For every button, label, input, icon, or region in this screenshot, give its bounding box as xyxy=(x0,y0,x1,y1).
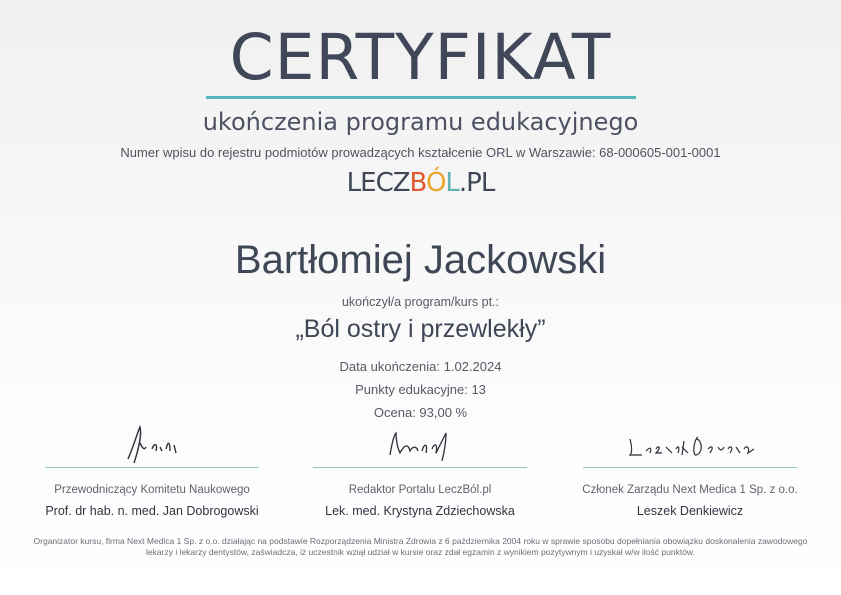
logo-part: B xyxy=(409,168,426,198)
logo-part: .PL xyxy=(458,168,495,198)
signatory-role: Przewodniczący Komitetu Naukowego xyxy=(54,484,250,496)
organizer-statement: Organizator kursu, firma Next Medica 1 Sp. z o.o. działając na podstawie Rozporządzenia Ministra Zdrowia z 6 października 2004 roku w sprawie sposobu dopełniania obowiązku doskonalenia zawodowego lekarzy i lekarzy dentystów, zaświadcza, iż uczestnik wziął udział w kursie oraz zdał egzamin z wynikiem pozytywnym i uzyskał w/w ilość punktów. xyxy=(33,536,808,557)
signatory-name: Leszek Denkiewicz xyxy=(636,504,744,518)
registry-number: Numer wpisu do rejestru podmiotów prowadzących kształcenie ORL w Warszawie: 68-000605-001-0001 xyxy=(120,145,721,160)
signature-block-board xyxy=(562,425,818,518)
signature-line xyxy=(583,467,797,468)
signatory-role: Redaktor Portalu LeczBól.pl xyxy=(348,484,492,496)
recipient-name: Bartłomiej Jackowski xyxy=(234,238,607,282)
grade: Ocena: 93,00 % xyxy=(373,405,468,420)
signatory-name: Lek. med. Krystyna Zdziechowska xyxy=(325,504,515,518)
completion-date: Data ukończenia: 1.02.2024 xyxy=(339,359,502,374)
logo-part: L xyxy=(445,168,459,198)
certificate-title: CERTYFIKAT xyxy=(229,21,612,94)
signature-line xyxy=(45,467,259,468)
leczbol-logo xyxy=(0,166,841,200)
signature-block-chair xyxy=(24,425,280,518)
title-underline xyxy=(206,96,636,99)
signatory-name: Prof. dr hab. n. med. Jan Dobrogowski xyxy=(45,504,259,518)
certificate-subtitle: ukończenia programu edukacyjnego xyxy=(202,108,639,136)
completed-label: ukończył/a program/kurs pt.: xyxy=(341,295,499,309)
signature-line xyxy=(313,467,527,468)
handwritten-signature-icon xyxy=(350,425,490,465)
handwritten-signature-icon xyxy=(82,425,222,465)
education-points: Punkty edukacyjne: 13 xyxy=(355,382,486,397)
logo-part: LECZ xyxy=(346,168,410,198)
logo-part: Ó xyxy=(425,168,446,198)
course-title: „Ból ostry i przewlekły” xyxy=(295,315,546,343)
signature-block-editor xyxy=(292,425,548,518)
signatory-role: Członek Zarządu Next Medica 1 Sp. z o.o. xyxy=(582,484,798,496)
handwritten-signature-icon xyxy=(610,425,770,465)
